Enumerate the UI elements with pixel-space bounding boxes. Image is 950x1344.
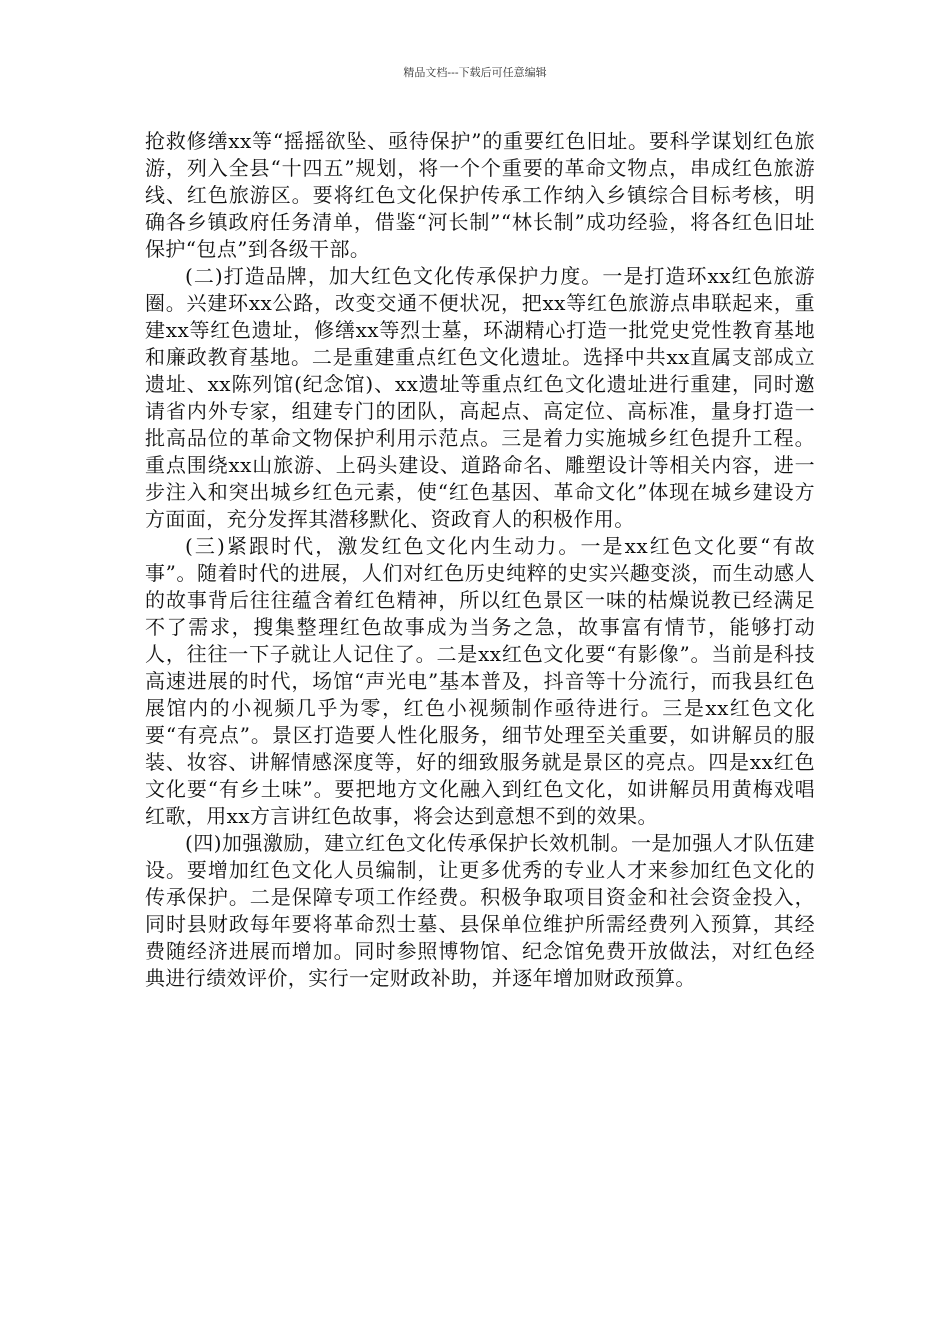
paragraph-continuation: 抢救修缮xx等“摇摇欲坠、亟待保护”的重要红色旧址。要科学谋划红色旅游，列入全县“十四五”规划，将一个个重要的革命文物点，串成红色旅游线、红色旅游区。要将红色文化保护传承工作纳入乡镇综合目标考核，明确各乡镇政府任务清单，借鉴“河长制”“林长制”成功经验，将各红色旧址保护“包点”到各级干部。 bbox=[145, 129, 815, 261]
paragraph-keep-up-with-times: (三)紧跟时代，激发红色文化内生动力。一是xx红色文化要“有故事”。随着时代的进展，人们对红色历史纯粹的史实兴趣变淡，而生动感人的故事背后往往蕴含着红色精神，所以红色景区一味的枯燥说教已经满足不了需求，搜集整理红色故事成为当务之急，故事富有情节，能够打动人，往往一下子就让人记住了。二是xx红色文化要“有影像”。当前是科技高速进展的时代，场馆“声光电”基本普及，抖音等十分流行，而我县红色展馆内的小视频几乎为零，红色小视频制作亟待进行。三是xx红色文化要“有亮点”。景区打造要人性化服务，细节处理至关重要，如讲解员的服装、妆容、讲解情感深度等，好的细致服务就是景区的亮点。四是xx红色文化要“有乡土味”。要把地方文化融入到红色文化，如讲解员用黄梅戏唱红歌，用xx方言讲红色故事，将会达到意想不到的效果。 bbox=[145, 534, 815, 828]
paragraph-brand-building: (二)打造品牌，加大红色文化传承保护力度。一是打造环xx红色旅游圈。兴建环xx公路，改变交通不便状况，把xx等红色旅游点串联起来，重建xx等红色遗址，修缮xx等烈士墓，环湖精心打造一批党史党性教育基地和廉政教育基地。二是重建重点红色文化遗址。选择中共xx直属支部成立遗址、xx陈列馆(纪念馆)、xx遗址等重点红色文化遗址进行重建，同时邀请省内外专家，组建专门的团队，高起点、高定位、高标准，量身打造一批高品位的革命文物保护利用示范点。三是着力实施城乡红色提升工程。重点围绕xx山旅游、上码头建设、道路命名、雕塑设计等相关内容，进一步注入和突出城乡红色元素，使“红色基因、革命文化”体现在城乡建设方方面面，充分发挥其潜移默化、资政育人的积极作用。 bbox=[145, 264, 815, 531]
document-body bbox=[145, 128, 815, 992]
paragraph-incentives: (四)加强激励，建立红色文化传承保护长效机制。一是加强人才队伍建设。要增加红色文化人员编制，让更多优秀的专业人才来参加红色文化的传承保护。二是保障专项工作经费。积极争取项目资金和社会资金投入，同时县财政每年要将革命烈士墓、县保单位维护所需经费列入预算，其经费随经济进展而增加。同时参照博物馆、纪念馆免费开放做法，对红色经典进行绩效评价，实行一定财政补助，并逐年增加财政预算。 bbox=[145, 831, 815, 990]
page-header: 精品文档---下载后可任意编辑 bbox=[403, 66, 547, 79]
